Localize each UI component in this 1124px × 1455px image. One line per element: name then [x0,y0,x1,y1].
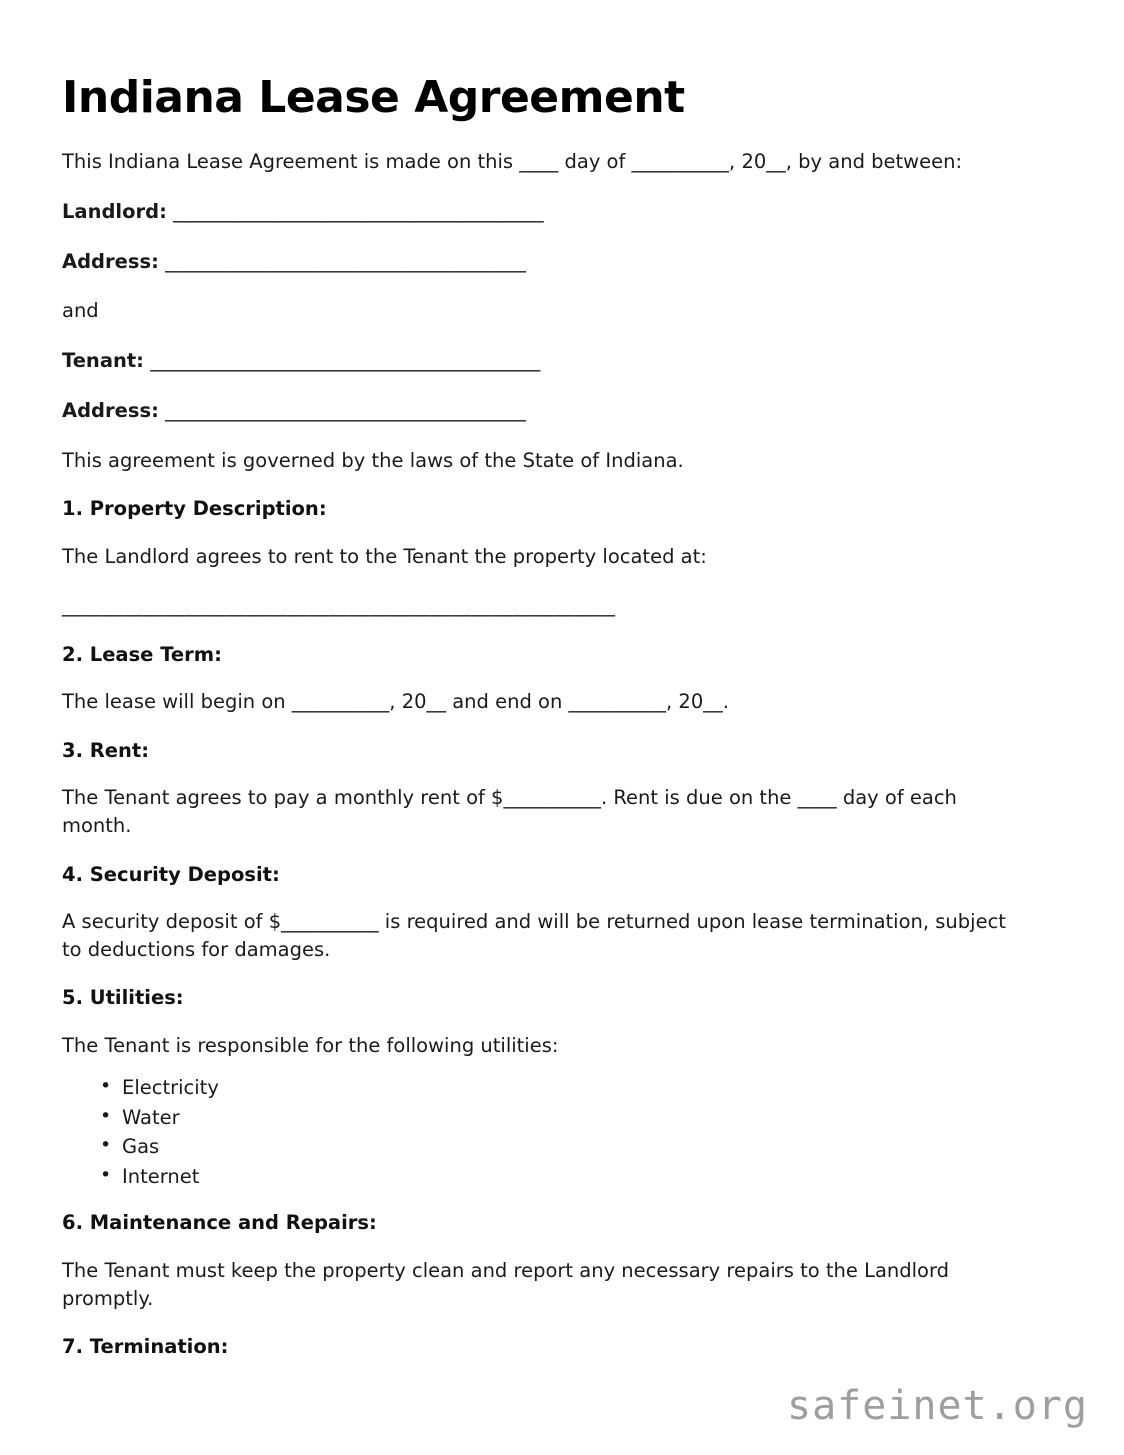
page-title: Indiana Lease Agreement [62,72,685,123]
tenant-address-blank: _____________________________________ [165,398,526,422]
tenant-blank: ________________________________________ [150,349,541,373]
landlord-address-field [62,248,1064,276]
list-item: • Gas [100,1134,1064,1161]
section-heading-3: 3. Rent: [62,738,150,762]
tenant-address-label: Address: [62,398,159,422]
watermark: safeinet.org [787,1383,1088,1429]
tenant-label: Tenant: [62,349,144,373]
landlord-address-blank: _____________________________________ [165,249,526,273]
section-body-5: The Tenant is responsible for the following utilities: [62,1033,559,1057]
utilities-list [62,1075,1064,1190]
landlord-blank: ______________________________________ [173,200,544,224]
list-item: • Water [100,1105,1064,1132]
and-connector: and [62,299,99,323]
section-heading-1: 1. Property Description: [62,497,327,521]
section-body-4: A security deposit of $__________ is required and will be returned upon lease termination, subject to deductions for damages. [62,910,1006,961]
intro-paragraph: This Indiana Lease Agreement is made on this ____ day of __________, 20__, by and between: [62,150,963,174]
section-body-6: The Tenant must keep the property clean and report any necessary repairs to the Landlord promptly. [62,1258,950,1310]
list-item: • Internet [100,1164,1064,1191]
section-heading-2: 2. Lease Term: [62,642,222,666]
list-item: • Electricity [100,1075,1064,1102]
section-heading-5: 5. Utilities: [62,986,184,1010]
section-body-1: The Landlord agrees to rent to the Tenant the property located at: [62,544,707,568]
section-heading-7: 7. Termination: [62,1335,229,1359]
tenant-address-field [62,397,1064,425]
section-heading-6: 6. Maintenance and Repairs: [62,1211,377,1235]
governing-law-paragraph: This agreement is governed by the laws of the State of Indiana. [62,448,684,472]
landlord-label: Landlord: [62,200,167,224]
section-heading-4: 4. Security Deposit: [62,862,280,886]
landlord-address-label: Address: [62,249,159,273]
section-body-3: The Tenant agrees to pay a monthly rent of $__________. Rent is due on the ____ day of each month. [62,786,957,837]
tenant-field [62,347,1064,375]
section-body-2: The lease will begin on __________, 20__ and end on __________, 20__. [62,690,729,714]
property-address-blank: ______________________________________________________ [62,594,616,618]
landlord-field [62,198,1064,226]
